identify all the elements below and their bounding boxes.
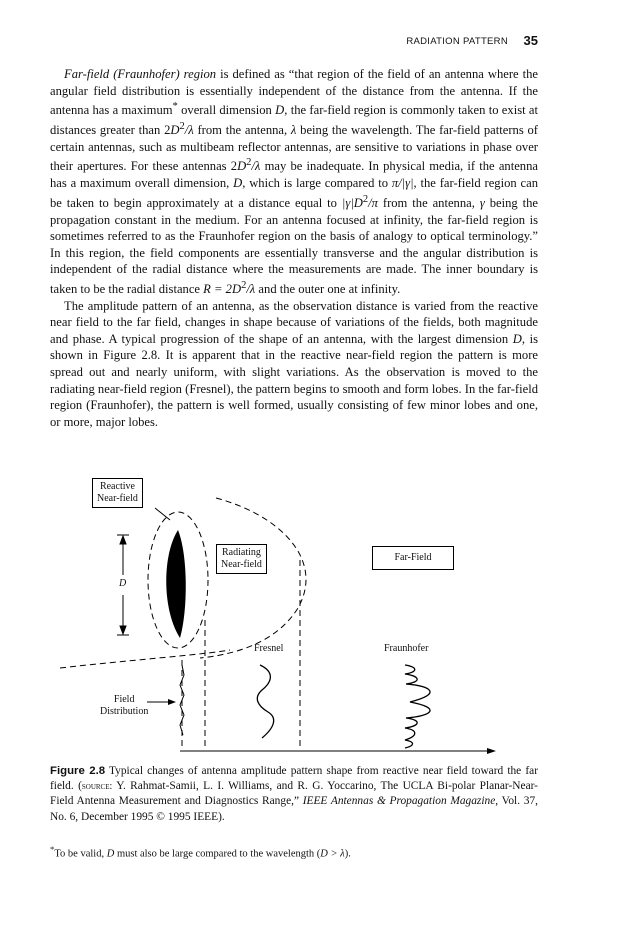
body-text: [50, 66, 538, 430]
text-run: Typical changes of antenna amplitude pattern shape from reactive near field toward the far field. (: [50, 765, 538, 793]
fraunhofer-pattern: [405, 665, 430, 748]
figure-number: Figure 2.8: [50, 765, 106, 777]
math: D: [512, 331, 522, 346]
math: /λ: [246, 282, 256, 297]
fresnel-pattern: [257, 665, 273, 738]
math: 2: [362, 193, 369, 205]
reactive-pointer: [155, 508, 170, 520]
text-run: from the antenna,: [193, 123, 291, 138]
label-field-distribution: [100, 694, 148, 718]
label-reactive-near-field: [92, 478, 143, 508]
math: /π: [368, 195, 378, 210]
text-run: must also be large compared to the wavelength (: [114, 848, 321, 860]
footnote-marker: *: [50, 844, 55, 854]
text-run: , the far-field region is commonly taken to exist at distances greater than 2: [50, 103, 538, 138]
math: D: [170, 123, 180, 138]
label-line: Radiating: [222, 547, 261, 558]
text-run: Y. Rahmat-Samii, L. I. Williams, and R. G. Yoccarino, The UCLA Bi-polar Planar-Near-Field Antenna Measurement and Diagnostics Range,”: [50, 780, 538, 808]
text-run: from the antenna,: [377, 195, 480, 210]
label-line: Field: [113, 694, 135, 705]
antenna-dish: [166, 530, 186, 638]
footnote: [50, 842, 538, 862]
text-run: may be inadequate. In physical media, if the antenna has a maximum overall dimension,: [50, 159, 538, 191]
math: π/|γ|: [391, 176, 414, 191]
paragraph-amplitude-pattern: [50, 298, 538, 431]
page-number: 35: [523, 33, 538, 48]
math: D: [237, 159, 247, 174]
source-word: source:: [81, 781, 113, 793]
paragraph-far-field: [50, 66, 538, 298]
text-run: To be valid,: [54, 848, 107, 860]
text-run: , which is large compared to: [242, 176, 392, 191]
label-radiating-near-field: [216, 544, 267, 574]
text-run: overall dimension: [177, 103, 276, 118]
math: γ: [479, 195, 485, 210]
text-run: and the outer one at infinity.: [255, 282, 401, 297]
page-header: [0, 30, 638, 50]
math: D: [275, 103, 285, 118]
term: Far-field (Fraunhofer) region: [64, 67, 217, 81]
figure-caption: [50, 764, 538, 825]
math: |γ|D: [341, 195, 363, 210]
field-pointer: [147, 699, 176, 705]
label-dimension-d: D: [119, 578, 127, 589]
math: D: [233, 176, 243, 191]
text-run: being the wavelength. The far-field patterns of certain antennas, such as multibeam reflector antennas, are sensitive to variations in phase over their apertures. For these antennas 2: [50, 123, 538, 174]
label-line: Reactive: [99, 481, 135, 492]
label-fresnel: Fresnel: [254, 643, 284, 654]
math: 2: [241, 279, 247, 291]
math: 2: [179, 120, 185, 132]
running-title: RADIATION PATTERN: [406, 36, 508, 47]
math: /λ: [251, 159, 261, 174]
radiating-boundary: [200, 498, 306, 658]
label-line: Near-field: [221, 559, 262, 570]
text-run: ).: [344, 848, 351, 860]
text-run: being the propagation constant in the medium. For an antenna focused at infinity, the far-field region is sometimes referred to as the Fraunhofer region on the basis of analogy to optical terminology.” In this region, the field components are essentially transverse and the angular distribution is independent of the radial distance where the measurements are made. The inner boundary is taken to be the radial distance: [50, 195, 538, 297]
figure-2-8: [50, 460, 538, 760]
footnote-marker: *: [172, 101, 178, 113]
math: D > λ: [320, 848, 345, 860]
text-run: The amplitude pattern of an antenna, as the observation distance is varied from the reactive near field to the far field, changes in shape because of variations of the fields, both magnitude and phase. A typical progression of the shape of an antenna, with the largest dimension: [50, 298, 538, 346]
math: 2: [246, 157, 252, 169]
label-fraunhofer: Fraunhofer: [384, 643, 429, 654]
math: R = 2D: [203, 282, 242, 297]
math: λ: [290, 123, 297, 138]
text-run: , the far-field region can be taken to begin approximately at a distance equal to: [50, 176, 538, 210]
label-line: Distribution: [100, 706, 149, 717]
text-run: , is shown in Figure 2.8. It is apparent that in the reactive near-field region the pattern is more spread out and nearly uniform, with slight variations. As the observation is moved to the radiating near-field region (Fresnel), the pattern begins to smooth and form lobes. In the far-field region (Fraunhofer), the pattern is well formed, usually consisting of few minor lobes and one, or more, major lobes.: [50, 331, 539, 429]
math: D: [106, 848, 115, 860]
journal-title: IEEE Antennas & Propagation Magazine: [302, 795, 496, 808]
text-run: is defined as “that region of the field of an antenna where the angular field distribution is essentially independent of the distance from the antenna. If the antenna has a maximum: [50, 67, 539, 118]
text-run: , Vol. 37, No. 6, December 1995 © 1995 IEEE).: [50, 795, 538, 823]
distance-axis: [180, 748, 496, 754]
label-far-field: Far-Field: [372, 546, 454, 570]
math: /λ: [184, 123, 194, 138]
label-line: Near-field: [97, 493, 138, 504]
